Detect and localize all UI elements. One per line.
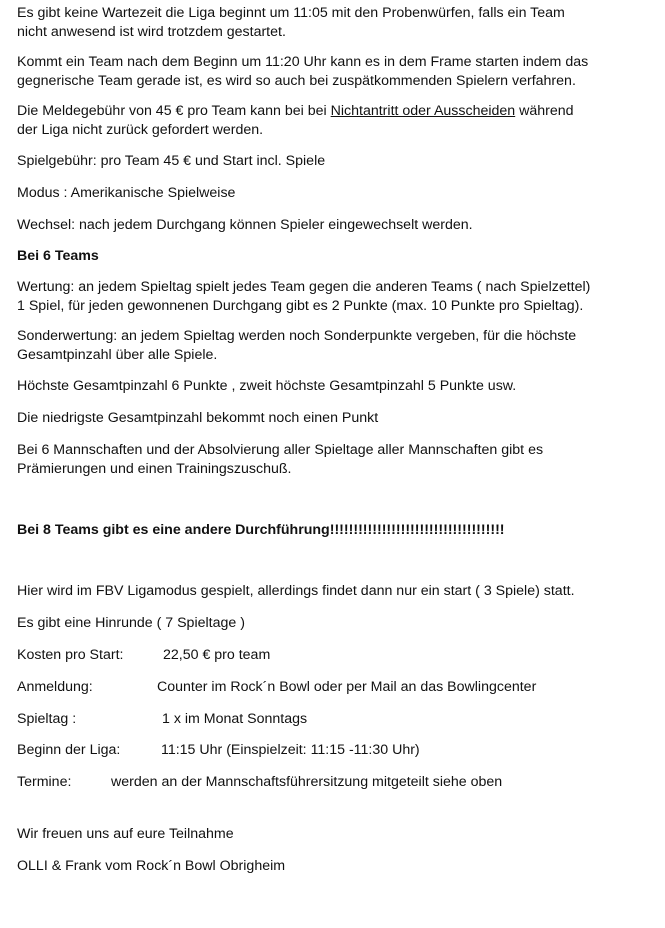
dates-value: werden an der Mannschaftsführersitzung mitgeteilt siehe oben — [111, 774, 503, 791]
league-start-label: Beginn der Liga: — [17, 742, 121, 759]
heading-6-teams: Bei 6 Teams — [17, 248, 99, 264]
paragraph-first-round: Es gibt eine Hinrunde ( 7 Spieltage ) — [17, 615, 245, 631]
paragraph-late-team: Kommt ein Team nach dem Beginn um 11:20 Uhr kann es in dem Frame starten indem das gegnerische Team gerade ist, es wird so auch bei zuspätkommenden Spielern verfahren. — [17, 54, 589, 89]
paragraph-registration-fee: Die Meldegebühr von 45 € pro Team kann bei bei Nichtantritt oder Ausscheiden während der Liga nicht zurück gefordert werden. — [17, 103, 574, 138]
paragraph-start-time: Es gibt keine Wartezeit die Liga beginnt um 11:05 mit den Probenwürfen, falls ein Team nicht anwesend ist wird trotzdem gestartet. — [17, 5, 565, 40]
paragraph-fbv-mode: Hier wird im FBV Ligamodus gespielt, allerdings findet dann nur ein start ( 3 Spiele) statt. — [17, 583, 575, 599]
paragraph-mode: Modus : Amerikanische Spielweise — [17, 185, 236, 201]
match-day-value: 1 x im Monat Sonntags — [162, 710, 308, 727]
underlined-text: Nichtantritt oder Ausscheiden — [330, 103, 516, 119]
row-match-day — [17, 710, 657, 729]
cost-value: 22,50 € pro team — [163, 647, 271, 663]
paragraph-awards: Bei 6 Mannschaften und der Absolvierung aller Spieltage aller Mannschaften gibt es Prämierungen und einen Trainingszuschuß. — [17, 442, 544, 477]
paragraph-special-scoring: Sonderwertung: an jedem Spieltag werden noch Sonderpunkte vergeben, für die höchste Gesamtpinzahl über alle Spiele. — [17, 328, 577, 363]
paragraph-highest-pins: Höchste Gesamtpinzahl 6 Punkte , zweit höchste Gesamtpinzahl 5 Punkte usw. — [17, 378, 517, 394]
paragraph-game-fee: Spielgebühr: pro Team 45 € und Start incl. Spiele — [17, 153, 326, 169]
heading-8-teams: Bei 8 Teams gibt es eine andere Durchführung!!!!!!!!!!!!!!!!!!!!!!!!!!!!!!!!!!!!! — [17, 522, 505, 538]
closing-line: Wir freuen uns auf eure Teilnahme — [17, 826, 234, 843]
row-dates — [17, 773, 657, 792]
registration-value: Counter im Rock´n Bowl oder per Mail an das Bowlingcenter — [157, 678, 537, 695]
paragraph-scoring: Wertung: an jedem Spieltag spielt jedes Team gegen die anderen Teams ( nach Spielzettel) 1 Spiel, für jeden gewonnenen Durchgang gibt es 2 Punkte (max. 10 Punkte pro Spieltag). — [17, 279, 591, 314]
row-league-start — [17, 741, 657, 760]
match-day-label: Spieltag : — [17, 710, 77, 727]
registration-label: Anmeldung: — [17, 678, 93, 695]
paragraph-substitution: Wechsel: nach jedem Durchgang können Spieler eingewechselt werden. — [17, 217, 473, 233]
cost-label: Kosten pro Start: — [17, 647, 124, 663]
paragraph-lowest-pins: Die niedrigste Gesamtpinzahl bekommt noch einen Punkt — [17, 410, 379, 426]
document-page — [17, 4, 657, 876]
dates-label: Termine: — [17, 774, 72, 791]
row-cost — [17, 646, 657, 665]
signature-line: OLLI & Frank vom Rock´n Bowl Obrigheim — [17, 858, 286, 875]
row-registration — [17, 678, 657, 697]
league-start-value: 11:15 Uhr (Einspielzeit: 11:15 -11:30 Uhr) — [161, 742, 420, 759]
